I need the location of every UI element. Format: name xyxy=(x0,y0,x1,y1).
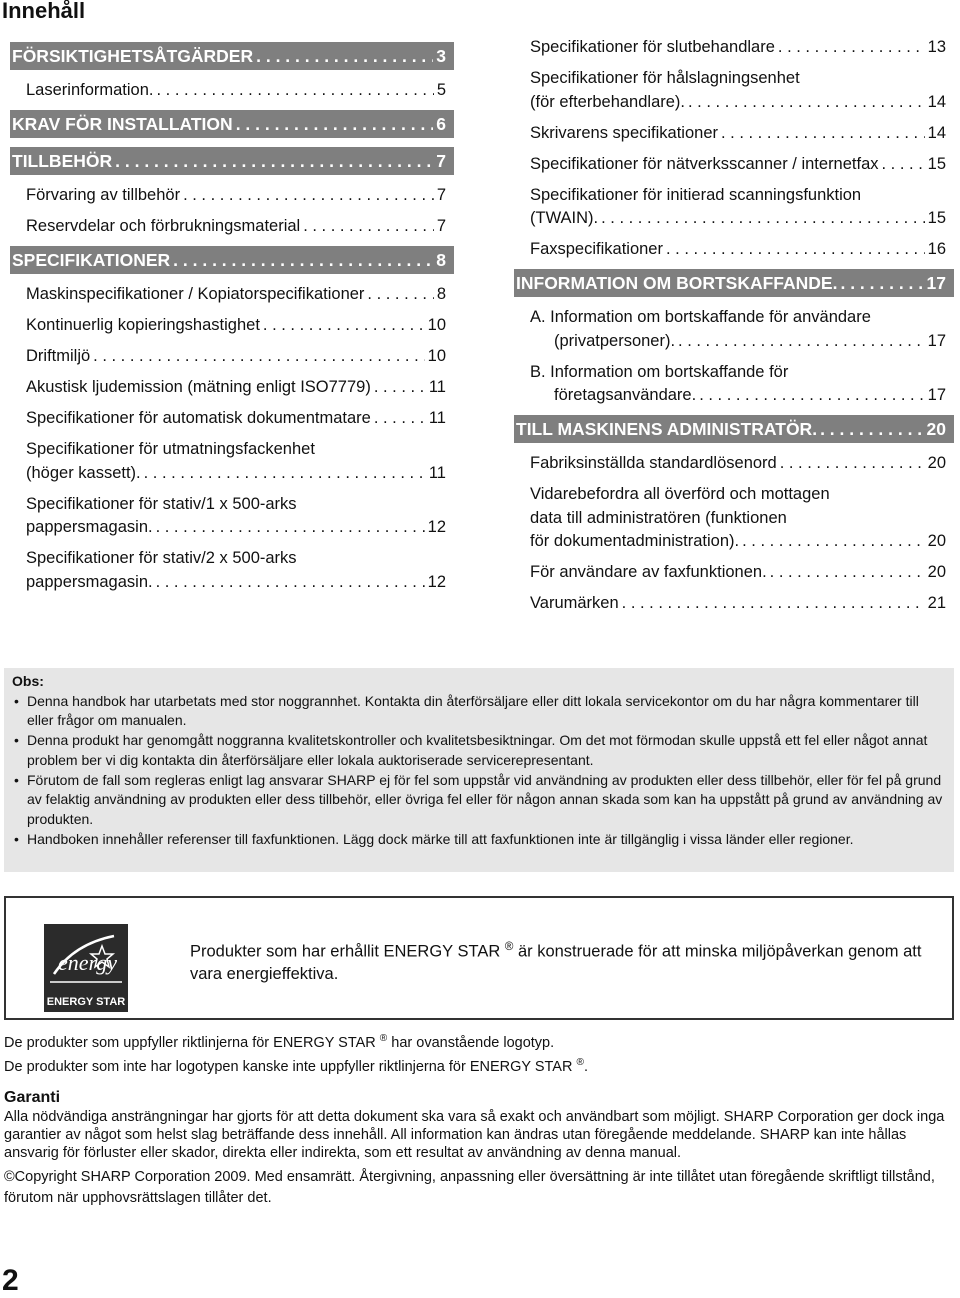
warranty-title: Garanti xyxy=(4,1089,61,1106)
toc-page-number: 10 xyxy=(427,347,446,365)
toc-page-number: 20 xyxy=(927,532,946,550)
toc-label: För användare av faxfunktionen. xyxy=(530,563,767,581)
toc-item-link[interactable] xyxy=(10,345,454,369)
leader-dots xyxy=(742,530,925,554)
toc-page-number: 6 xyxy=(436,114,446,134)
toc-left-column xyxy=(10,36,454,602)
toc-entry-line xyxy=(530,36,946,60)
toc-label: Förvaring av tillbehör xyxy=(26,186,181,204)
toc-item-link[interactable] xyxy=(514,122,954,146)
toc-page-number: 12 xyxy=(427,518,446,536)
toc-page-number: 20 xyxy=(927,454,946,472)
toc-page-number: 10 xyxy=(427,316,446,334)
leader-dots xyxy=(721,122,925,146)
toc-entry-line xyxy=(530,561,946,585)
toc-item-text: Specifikationer för initierad scanningsfunktion xyxy=(530,185,862,204)
toc-item-text: Specifikationer för utmatningsfackenhet xyxy=(26,440,315,458)
toc-entry-line xyxy=(26,571,446,595)
toc-item-link[interactable] xyxy=(514,306,954,353)
toc-item-link[interactable] xyxy=(514,67,954,114)
leader-dots xyxy=(374,407,426,431)
leader-dots xyxy=(770,561,925,585)
toc-section-link[interactable] xyxy=(10,42,454,70)
page-title: Innehåll xyxy=(2,0,86,23)
toc-entry-line xyxy=(12,246,446,274)
toc-label: (TWAIN). xyxy=(530,209,599,227)
leader-dots xyxy=(156,79,433,103)
leader-dots xyxy=(367,283,433,307)
toc-page-number: 8 xyxy=(436,250,446,270)
obs-item: • Förutom de fall som regleras enligt lag ansvarar SHARP ej för fel som uppstår vid användning av produkten eller dess tillbehör, eller för fel på grund av felaktig användning av produkten eller dess tillbehör, eller övriga fel eller för någon annan skada som kan ha uppstått på grund av användning av produkten. xyxy=(12,771,946,830)
toc-entry-line xyxy=(530,238,946,262)
toc-entry-line xyxy=(516,269,946,297)
toc-item-link[interactable] xyxy=(10,376,454,400)
toc-item-link[interactable] xyxy=(514,452,954,476)
toc-page-number: 8 xyxy=(436,285,446,303)
leader-dots xyxy=(144,462,426,486)
toc-label: SPECIFIKATIONER xyxy=(12,250,171,270)
toc-label: TILLBEHÖR xyxy=(12,151,113,171)
toc-entry-line xyxy=(12,42,446,70)
page-number: 2 xyxy=(2,1264,19,1297)
note-text: De produkter som inte har logotypen kanske inte uppfyller riktlinjerna för ENERGY STAR xyxy=(4,1059,573,1076)
toc-label: Specifikationer för slutbehandlare xyxy=(530,38,775,56)
leader-dots xyxy=(882,153,925,177)
toc-label: för dokumentadministration). xyxy=(530,532,740,550)
energy-note xyxy=(4,1029,954,1078)
toc-label: Specifikationer för nätverksscanner / internetfax xyxy=(530,154,879,173)
toc-page-number: 13 xyxy=(927,38,946,56)
toc-entry-line xyxy=(530,330,946,354)
obs-note-box xyxy=(4,668,954,872)
toc-label: Fabriksinställda standardlösenord xyxy=(530,454,777,472)
toc-entry-line xyxy=(26,79,446,103)
toc-item-link[interactable] xyxy=(514,36,954,60)
toc-entry-line xyxy=(26,376,446,400)
toc-entry-line xyxy=(530,122,946,146)
toc-page-number: 11 xyxy=(428,378,446,396)
toc-label: Laserinformation. xyxy=(26,81,154,99)
toc-entry-line xyxy=(530,530,946,554)
toc-item-text: Vidarebefordra all överförd och mottagen xyxy=(530,485,830,503)
toc-page-number: 17 xyxy=(926,273,946,293)
toc-page-number: 12 xyxy=(427,572,446,591)
toc-label: Akustisk ljudemission (mätning enligt ISO7779) xyxy=(26,378,371,396)
leader-dots xyxy=(601,207,925,231)
toc-entry-line xyxy=(26,462,446,486)
leader-dots xyxy=(303,215,434,239)
obs-item: • Denna handbok har utarbetats med stor noggrannhet. Kontakta din återförsäljare eller ditt lokala servicekontor om du har några kommentarer till eller frågor om manualen. xyxy=(12,692,946,731)
toc-entry-line xyxy=(530,153,946,177)
toc-page-number: 21 xyxy=(927,594,946,612)
toc-item-text: Specifikationer för stativ/2 x 500-arks xyxy=(26,549,297,567)
leader-dots xyxy=(183,184,434,208)
logo-caption: ENERGY STAR xyxy=(46,996,126,1008)
toc-item-link[interactable] xyxy=(10,407,454,431)
leader-dots xyxy=(699,384,924,408)
toc-entry-line xyxy=(26,283,446,307)
toc-item-link[interactable] xyxy=(10,79,454,103)
energy-star-text xyxy=(190,936,930,985)
toc-entry-line xyxy=(26,407,446,431)
toc-entry-line xyxy=(530,91,946,115)
obs-title: Obs: xyxy=(12,673,44,689)
warranty-text: Alla nödvändiga ansträngningar har gjorts för att detta dokument ska vara så exakt och användbart som möjligt. SHARP Corporation ger dock inga garantier av något som helst slag beträffande dess innehåll. All information kan ändras utan föregående meddelande. SHARP kan inte hållas ansvarig för förluster eller skador, direkta eller indirekta, som ett resultat av användning av denna manual. xyxy=(4,1109,945,1161)
leader-dots xyxy=(156,571,425,595)
toc-label: Faxspecifikationer xyxy=(530,240,663,258)
energy-text-b: är konstruerade för att minska miljöpåverkan genom att vara energieffektiva. xyxy=(190,942,922,983)
toc-page-number: 16 xyxy=(927,240,946,258)
toc-label: Specifikationer för automatisk dokumentmatare xyxy=(26,409,371,427)
toc-entry-line xyxy=(12,147,446,175)
note-text: . xyxy=(583,1059,588,1076)
toc-item-link[interactable] xyxy=(514,238,954,262)
toc-label: KRAV FÖR INSTALLATION xyxy=(12,114,233,134)
toc-item-link[interactable] xyxy=(10,314,454,338)
toc-item-text: data till administratören (funktionen xyxy=(530,508,787,527)
leader-dots xyxy=(173,246,433,274)
registered-mark: ® xyxy=(504,941,514,953)
toc-section-link[interactable] xyxy=(514,415,954,443)
toc-label: Reservdelar och förbrukningsmaterial xyxy=(26,217,301,235)
leader-dots xyxy=(820,415,923,443)
toc-page-number: 20 xyxy=(926,419,946,439)
note-text: har ovanstående logotyp. xyxy=(387,1034,555,1051)
toc-item-link[interactable] xyxy=(10,184,454,208)
svg-text:energy: energy xyxy=(58,950,118,975)
toc-entry-line xyxy=(530,207,946,231)
toc-entry-line xyxy=(530,452,946,476)
toc-label: (för efterbehandlare). xyxy=(530,92,686,111)
toc-label: FÖRSIKTIGHETSÅTGÄRDER xyxy=(12,46,254,66)
toc-entry-line xyxy=(26,215,446,239)
toc-section-link[interactable] xyxy=(10,110,454,138)
obs-item: • Denna produkt har genomgått noggranna kvalitetskontroller och kvalitetsbesiktningar. Om det mot förmodan skulle uppstå ett fel eller något annat problem ber vi dig kontakta din återförsäljare eller lokala auktoriserade servicerepresentant. xyxy=(12,731,946,770)
toc-page-number: 15 xyxy=(927,154,946,173)
toc-entry-line xyxy=(530,592,946,616)
toc-page-number: 17 xyxy=(927,386,946,404)
leader-dots xyxy=(622,592,925,616)
toc-label: TILL MASKINENS ADMINISTRATÖR. xyxy=(516,419,818,439)
toc-entry-line xyxy=(26,345,446,369)
toc-label: (höger kassett). xyxy=(26,463,141,482)
toc-label: Driftmiljö xyxy=(26,347,91,365)
toc-item-link[interactable] xyxy=(514,561,954,585)
energy-star-logo xyxy=(44,924,128,1012)
leader-dots xyxy=(374,376,426,400)
note-line xyxy=(4,1053,954,1077)
toc-item-link[interactable] xyxy=(10,215,454,239)
toc-item-link[interactable] xyxy=(514,361,954,408)
toc-item-link[interactable] xyxy=(514,592,954,616)
leader-dots xyxy=(236,110,434,138)
toc-page-number: 11 xyxy=(428,463,446,482)
toc-item-link[interactable] xyxy=(10,438,454,485)
toc-item-link[interactable] xyxy=(10,283,454,307)
leader-dots xyxy=(666,238,925,262)
leader-dots xyxy=(840,269,923,297)
toc-page-number: 5 xyxy=(436,81,446,99)
leader-dots xyxy=(688,91,925,115)
toc-label: Maskinspecifikationer / Kopiatorspecifikationer xyxy=(26,285,365,303)
toc-page-number: 15 xyxy=(927,209,946,227)
toc-label: pappersmagasin. xyxy=(26,518,153,536)
toc-label: företagsanvändare. xyxy=(554,386,697,404)
copyright-text: ©Copyright SHARP Corporation 2009. Med ensamrätt. Återgivning, anpassning eller översättning är inte tillåtet utan föregående skriftligt tillstånd, förutom när upphovsrättslagen tillåter det. xyxy=(4,1169,935,1206)
toc-page-number: 14 xyxy=(927,123,946,142)
toc-label: INFORMATION OM BORTSKAFFANDE. xyxy=(516,273,838,293)
note-text: De produkter som uppfyller riktlinjerna för ENERGY STAR xyxy=(4,1034,376,1051)
toc-label: Skrivarens specifikationer xyxy=(530,123,718,142)
leader-dots xyxy=(678,330,925,354)
toc-entry-line xyxy=(12,110,446,138)
leader-dots xyxy=(256,42,433,70)
toc-item-text: A. Information om bortskaffande för användare xyxy=(530,308,871,326)
leader-dots xyxy=(93,345,424,369)
toc-label: pappersmagasin. xyxy=(26,572,153,591)
toc-section-link[interactable] xyxy=(10,246,454,274)
toc-page-number: 7 xyxy=(436,217,446,235)
registered-mark: ® xyxy=(576,1057,584,1069)
toc-entry-line xyxy=(26,184,446,208)
toc-item-link[interactable] xyxy=(514,184,954,231)
leader-dots xyxy=(156,516,425,540)
toc-section-link[interactable] xyxy=(514,269,954,297)
leader-dots xyxy=(780,452,925,476)
toc-page-number: 3 xyxy=(436,46,446,66)
toc-item-text: Specifikationer för hålslagningsenhet xyxy=(530,69,800,87)
toc-page-number: 20 xyxy=(927,563,946,581)
toc-page-number: 7 xyxy=(436,151,446,171)
energy-text-a: Produkter som har erhållit ENERGY STAR xyxy=(190,942,501,961)
toc-item-link[interactable] xyxy=(514,483,954,554)
toc-entry-line xyxy=(26,516,446,540)
toc-label: Varumärken xyxy=(530,594,619,612)
warranty-section xyxy=(4,1089,954,1209)
toc-item-link[interactable] xyxy=(10,493,454,540)
toc-entry-line xyxy=(26,314,446,338)
toc-section-link[interactable] xyxy=(10,147,454,175)
leader-dots xyxy=(263,314,425,338)
registered-mark: ® xyxy=(379,1033,388,1044)
toc-label: (privatpersoner). xyxy=(554,331,676,350)
toc-item-text: Specifikationer för stativ/1 x 500-arks xyxy=(26,494,297,513)
obs-list xyxy=(12,692,946,850)
toc-item-link[interactable] xyxy=(514,153,954,177)
energy-star-icon xyxy=(44,924,128,994)
toc-item-text: B. Information om bortskaffande för xyxy=(530,362,789,381)
toc-entry-line xyxy=(530,384,946,408)
energy-star-box xyxy=(4,896,954,1020)
obs-item: • Handboken innehåller referenser till faxfunktionen. Lägg dock märke till att faxfunktionen inte är tillgänglig i vissa länder eller regioner. xyxy=(12,830,946,850)
toc-right-column xyxy=(514,36,954,623)
leader-dots xyxy=(115,147,433,175)
note-line xyxy=(4,1029,954,1053)
leader-dots xyxy=(778,36,925,60)
toc-entry-line xyxy=(516,415,946,443)
toc-page-number: 17 xyxy=(927,331,946,350)
toc-page-number: 7 xyxy=(436,186,446,204)
toc-page-number: 11 xyxy=(428,409,446,427)
toc-label: Kontinuerlig kopieringshastighet xyxy=(26,316,260,334)
toc-item-link[interactable] xyxy=(10,547,454,594)
toc-page-number: 14 xyxy=(927,92,946,111)
